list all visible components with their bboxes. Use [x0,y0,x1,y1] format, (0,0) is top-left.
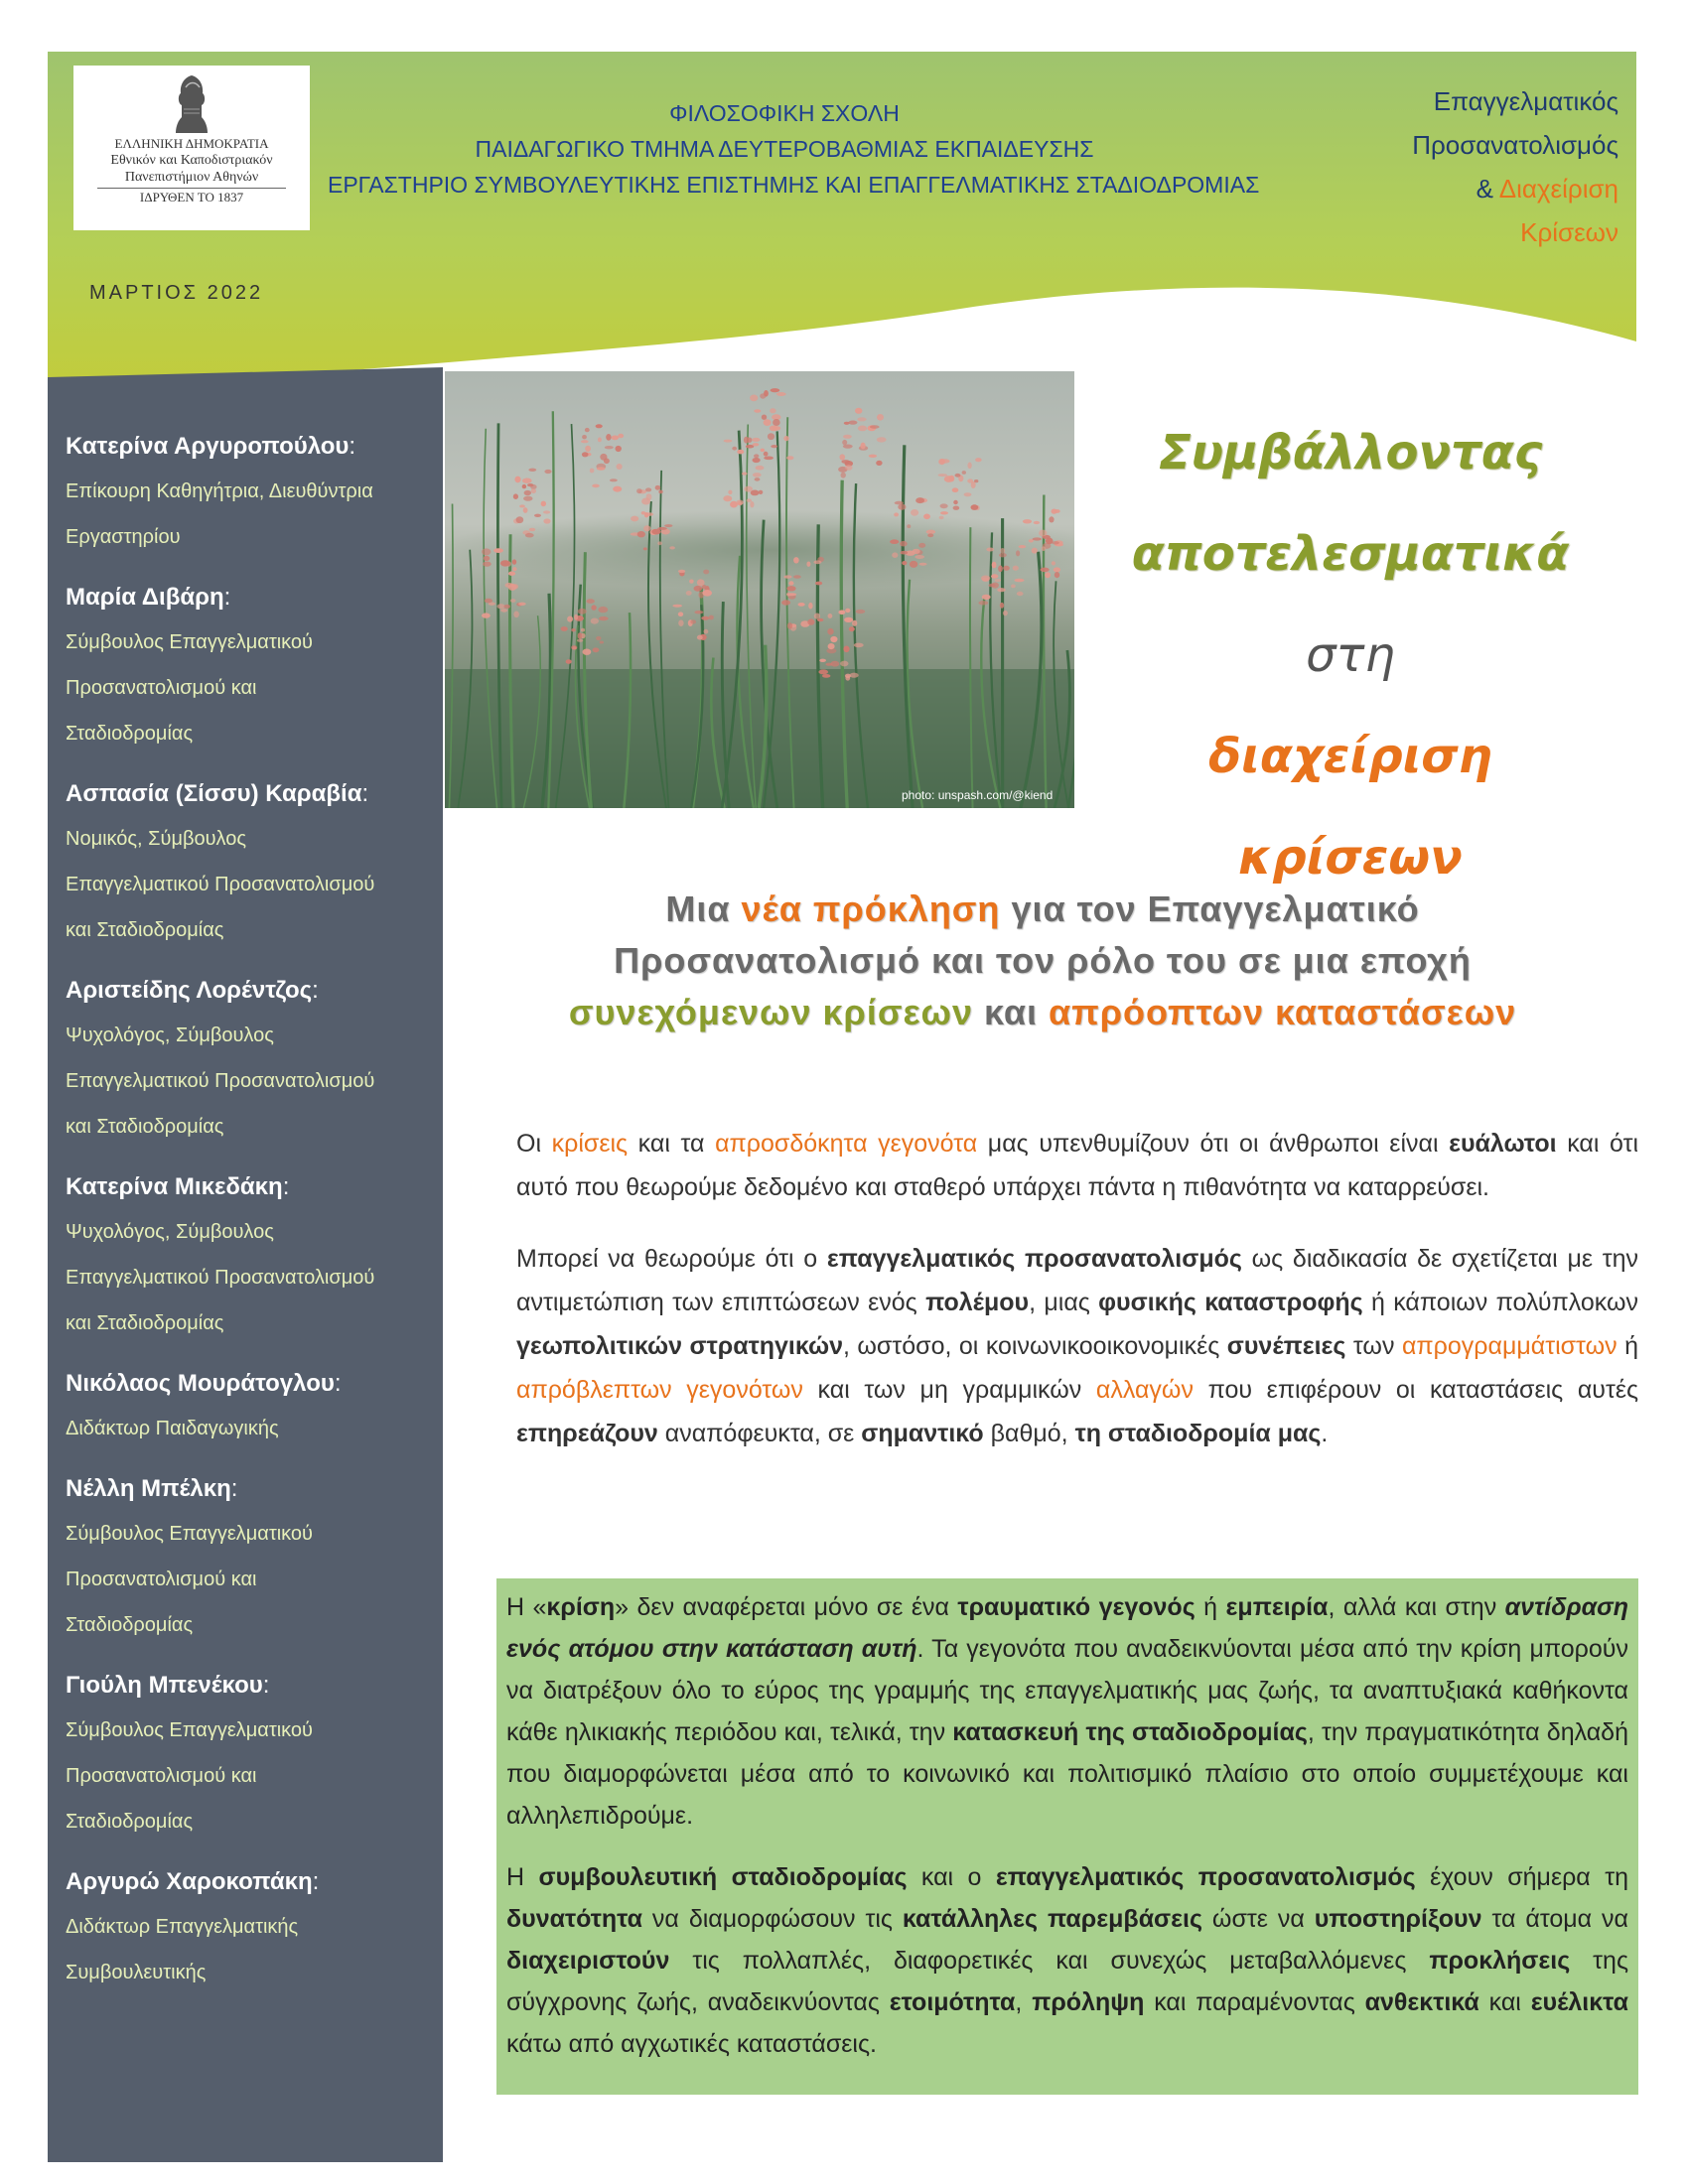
emphasis-text: πρόληψη [1032,1988,1145,2016]
team-member-name: Ασπασία (Σίσσυ) Καραβία [66,780,362,807]
emphasis-text: δυνατότητα [506,1905,642,1933]
team-member-role-line: και Σταδιοδρομίας [66,919,224,941]
institution-block [328,95,1260,203]
team-member-heading [66,1467,435,1511]
emphasis-text: κρίσεις [551,1130,629,1158]
emphasis-text: ευάλωτοι [1449,1130,1557,1158]
team-member-heading [66,1165,435,1209]
body-text: , μιας [1029,1289,1099,1316]
team-member [66,1165,435,1346]
team-member-name: Κατερίνα Αργυροπούλου [66,433,350,460]
team-member-role-line: Σταδιοδρομίας [66,723,194,745]
emphasis-text: εμπειρία [1225,1593,1329,1621]
body-text: , την πραγματικότητα δηλαδή που διαμορφώνεται μέσα από το κοινωνικό και πολιτισμικό πλαίσιο στο οποίο συμμετέχουμε και αλληλεπιδρούμε. [506,1718,1628,1830]
emphasis-text: πολέμου [925,1289,1030,1316]
team-member [66,1664,435,1844]
body-text: ώστε να [1201,1905,1315,1933]
team-member-role-line: Νομικός, Σύμβουλος [66,828,247,850]
emphasis-text: κατασκευή της σταδιοδρομίας [952,1718,1308,1746]
team-member-name: Νέλλη Μπέλκη [66,1475,231,1502]
subheading-part1: Μια [665,888,742,929]
university-logo [73,66,310,230]
emphasis-text: επαγγελματικός προσανατολισμός [826,1245,1242,1273]
subheading-line2: Προσανατολισμό και τον ρόλο του σε μια εποχή [614,940,1472,981]
team-member-name: Αριστείδης Λορέντζος [66,977,313,1004]
newsletter-title-line1: Επαγγελματικός [1433,86,1618,116]
emphasis-text: ανθεκτικά [1364,1988,1479,2016]
emphasis-text: υποστηρίξουν [1314,1905,1482,1933]
body-text: ή κάποιων πολύπλοκων [1362,1289,1638,1316]
article-subheading [467,884,1618,1038]
emphasis-text: ευέλικτα [1530,1988,1629,2016]
team-member-role-line: Επαγγελματικού Προσανατολισμού [66,874,375,895]
emphasis-text: συνέπειες [1226,1332,1346,1360]
emphasis-text: απρόβλεπτων γεγονότων [516,1376,803,1404]
team-member-role-line: Επαγγελματικού Προσανατολισμού [66,1267,375,1289]
emphasis-text: φυσικής καταστροφής [1098,1289,1363,1316]
name-colon: : [223,584,231,611]
logo-line-republic: ΕΛΛΗΝΙΚΗ ΔΗΜΟΚΡΑΤΙΑ [114,136,269,151]
team-member-role-line: και Σταδιοδρομίας [66,1312,224,1334]
intro-paragraph-2 [516,1237,1638,1455]
team-member-heading [66,425,435,469]
team-member [66,969,435,1150]
team-member-role-line: και Σταδιοδρομίας [66,1116,224,1138]
feature-title-line4: διαχείριση κρίσεων [1208,729,1492,886]
team-member-role-line: Επαγγελματικού Προσανατολισμού [66,1070,375,1092]
name-colon: : [312,977,319,1004]
team-member-role-line: Εργαστηρίου [66,526,181,548]
team-member-role-line: Σύμβουλος Επαγγελματικού [66,631,313,653]
highlight-box-text [506,1586,1628,2085]
team-member-role-line: Προσανατολισμού και [66,1765,257,1787]
highlight-paragraph-2 [506,1856,1628,2065]
subheading-highlight-crises: συνεχόμενων κρίσεων [568,992,973,1032]
body-text: κάτω από αγχωτικές καταστάσεις. [506,2030,877,2058]
logo-line-university-2: Πανεπιστήμιον Αθηνών [124,170,259,185]
name-colon: : [262,1672,270,1699]
newsletter-title [1291,79,1618,254]
body-text: βαθμό, [983,1420,1075,1447]
emphasis-text: ετοιμότητα [889,1988,1016,2016]
team-member [66,1467,435,1648]
team-member-role-line: Προσανατολισμού και [66,677,257,699]
name-colon: : [361,780,369,807]
team-member-role-line: Σταδιοδρομίας [66,1614,194,1636]
grass-flowers-photo [445,371,1074,808]
body-text: τα άτομα να [1481,1905,1629,1933]
newsletter-title-amp: & [1476,174,1493,204]
subheading-highlight-unexpected: απρόοπτων καταστάσεων [1049,992,1517,1032]
team-member [66,1362,435,1451]
name-colon: : [312,1868,320,1895]
subheading-part3: για τον Επαγγελματικό [1000,888,1420,929]
body-text: και ο [907,1863,996,1891]
team-member-role-line: Σύμβουλος Επαγγελματικού [66,1719,313,1741]
intro-text [516,1122,1638,1483]
team-member-name: Κατερίνα Μικεδάκη [66,1173,283,1200]
team-member-list [66,425,435,2011]
newsletter-title-line3: Διαχείριση [1498,174,1618,204]
team-member [66,772,435,953]
team-member [66,1860,435,1995]
body-text: και τα [628,1130,716,1158]
team-member-name: Μαρία Διβάρη [66,584,224,611]
team-member-role-line: Ψυχολόγος, Σύμβουλος [66,1221,274,1243]
team-member-role-line: Ψυχολόγος, Σύμβουλος [66,1024,274,1046]
body-text: , αλλά και στην [1328,1593,1505,1621]
emphasis-text: σημαντικό [861,1420,984,1447]
emphasis-text: αλλαγών [1095,1376,1194,1404]
subheading-highlight-challenge: νέα πρόκληση [741,888,1001,929]
feature-title-line1: Συμβάλλοντας [1158,425,1543,480]
body-text: Οι [516,1130,552,1158]
team-member-heading [66,1362,435,1406]
lab-name: ΕΡΓΑΣΤΗΡΙΟ ΣΥΜΒΟΥΛΕΥΤΙΚΗΣ ΕΠΙΣΤΗΜΗΣ ΚΑΙ ΕΠΑΓΓΕΛΜΑΤΙΚΗΣ ΣΤΑΔΙΟΔΡΟΜΙΑΣ [328,172,1260,198]
team-member-heading [66,1860,435,1904]
emphasis-text: γεωπολιτικών στρατηγικών [516,1332,843,1360]
team-member-heading [66,1664,435,1707]
name-colon: : [334,1370,342,1397]
athena-emblem-icon [172,73,211,135]
body-text: Μπορεί να θεωρούμε ότι ο [516,1245,827,1273]
body-text: και [1478,1988,1531,2016]
name-colon: : [349,433,356,460]
emphasis-text: τη σταδιοδρομία μας [1074,1420,1322,1447]
team-member-heading [66,772,435,816]
team-member-role-line: Σύμβουλος Επαγγελματικού [66,1523,313,1545]
body-text: » δεν αναφέρεται μόνο σε ένα [615,1593,958,1621]
team-member-name: Αργυρώ Χαροκοπάκη [66,1868,313,1895]
logo-line-founded: ΙΔΡΥΘΕΝ ΤΟ 1837 [139,190,244,205]
body-text: ως διαδικασία δε σχετίζεται με την αντιμετώπιση των επιπτώσεων ενός [516,1245,1638,1316]
emphasis-text: επαγγελματικός προσανατολισμός [995,1863,1416,1891]
feature-title-line2: αποτελεσματικά [1131,526,1570,582]
body-text: ή [1617,1332,1638,1360]
school-name: ΦΙΛΟΣΟΦΙΚΗ ΣΧΟΛΗ [669,100,900,126]
body-text: . Τα γεγονότα που αναδεικνύονται μέσα από την κρίση μπορούν να διατρέξουν όλο το εύρος της γραμμής της επαγγελματικής μας ζωής, τα αναπτυξιακά καθήκοντα κάθε ηλικιακής περιόδου και, τελικά, την [506,1635,1628,1746]
department-name: ΠΑΙΔΑΓΩΓΙΚΟ ΤΜΗΜΑ ΔΕΥΤΕΡΟΒΑΘΜΙΑΣ ΕΚΠΑΙΔΕΥΣΗΣ [475,136,1094,162]
team-member-heading [66,969,435,1013]
emphasis-text: επηρεάζουν [516,1420,658,1447]
emphasis-text: απρογραμμάτιστων [1401,1332,1618,1360]
team-member-role-line: Διδάκτωρ Επαγγελματικής [66,1916,299,1938]
body-text: Η [506,1863,539,1891]
newsletter-title-line2: Προσανατολισμός [1412,130,1618,160]
emphasis-text: διαχειριστούν [506,1947,670,1975]
body-text: αναπόφευκτα, σε [657,1420,862,1447]
team-member-role-line: Συμβουλευτικής [66,1962,207,1983]
newsletter-title-line4: Κρίσεων [1520,217,1618,247]
emphasis-text: απροσδόκητα γεγονότα [715,1130,978,1158]
body-text: και παραμένοντας [1144,1988,1365,2016]
body-text: . [1321,1420,1329,1447]
team-member-role-line: Σταδιοδρομίας [66,1811,194,1833]
body-text: Η « [506,1593,547,1621]
feature-title [1092,402,1609,908]
logo-line-university-1: Εθνικόν και Καποδιστριακόν [110,153,273,168]
body-text: και ότι αυτό που θεωρούμε δεδομένο και σταθερό υπάρχει πάντα η πιθανότητα να καταρρεύσει. [516,1130,1639,1201]
team-member-name: Γιούλη Μπενέκου [66,1672,263,1699]
photo-credit: photo: unspash.com/@kiend [902,788,1054,802]
body-text: της σύγχρονης ζωής, αναδεικνύοντας [506,1947,1628,2016]
body-text: των [1345,1332,1402,1360]
body-text: και των μη γραμμικών [802,1376,1096,1404]
feature-title-line3: στη [1306,627,1395,683]
emphasis-text: τραυματικό γεγονός [957,1593,1196,1621]
name-colon: : [230,1475,238,1502]
team-member-heading [66,576,435,619]
emphasis-text: προκλήσεις [1429,1947,1571,1975]
emphasis-text: συμβουλευτική σταδιοδρομίας [538,1863,908,1891]
team-member-role-line: Προσανατολισμού και [66,1569,257,1590]
emphasis-text: κατάλληλες παρεμβάσεις [902,1905,1202,1933]
issue-date: ΜΑΡΤΙΟΣ 2022 [89,282,264,304]
body-text: έχουν σήμερα τη [1415,1863,1628,1891]
team-member [66,425,435,560]
body-text: ή [1195,1593,1226,1621]
emphasis-text: κρίση [546,1593,616,1621]
body-text: μας υπενθυμίζουν ότι οι άνθρωποι είναι [977,1130,1450,1158]
team-member-role-line: Επίκουρη Καθηγήτρια, Διευθύντρια [66,480,373,502]
team-member-role-line: Διδάκτωρ Παιδαγωγικής [66,1418,279,1439]
body-text: , ωστόσο, οι κοινωνικοοικονομικές [842,1332,1227,1360]
body-text: τις πολλαπλές, διαφορετικές και συνεχώς μεταβαλλόμενες [669,1947,1430,1975]
body-text: που επιφέρουν οι καταστάσεις αυτές [1193,1376,1639,1404]
body-text: , [1015,1988,1033,2016]
subheading-part6: και [972,992,1049,1032]
name-colon: : [282,1173,290,1200]
emphasis-text: αντίδραση ενός ατόμου στην κατάσταση αυτή [506,1593,1629,1663]
highlight-paragraph-1 [506,1586,1628,1837]
body-text: να διαμορφώσουν τις [641,1905,903,1933]
team-member [66,576,435,756]
intro-paragraph-1 [516,1122,1638,1209]
team-member-name: Νικόλαος Μουράτογλου [66,1370,335,1397]
